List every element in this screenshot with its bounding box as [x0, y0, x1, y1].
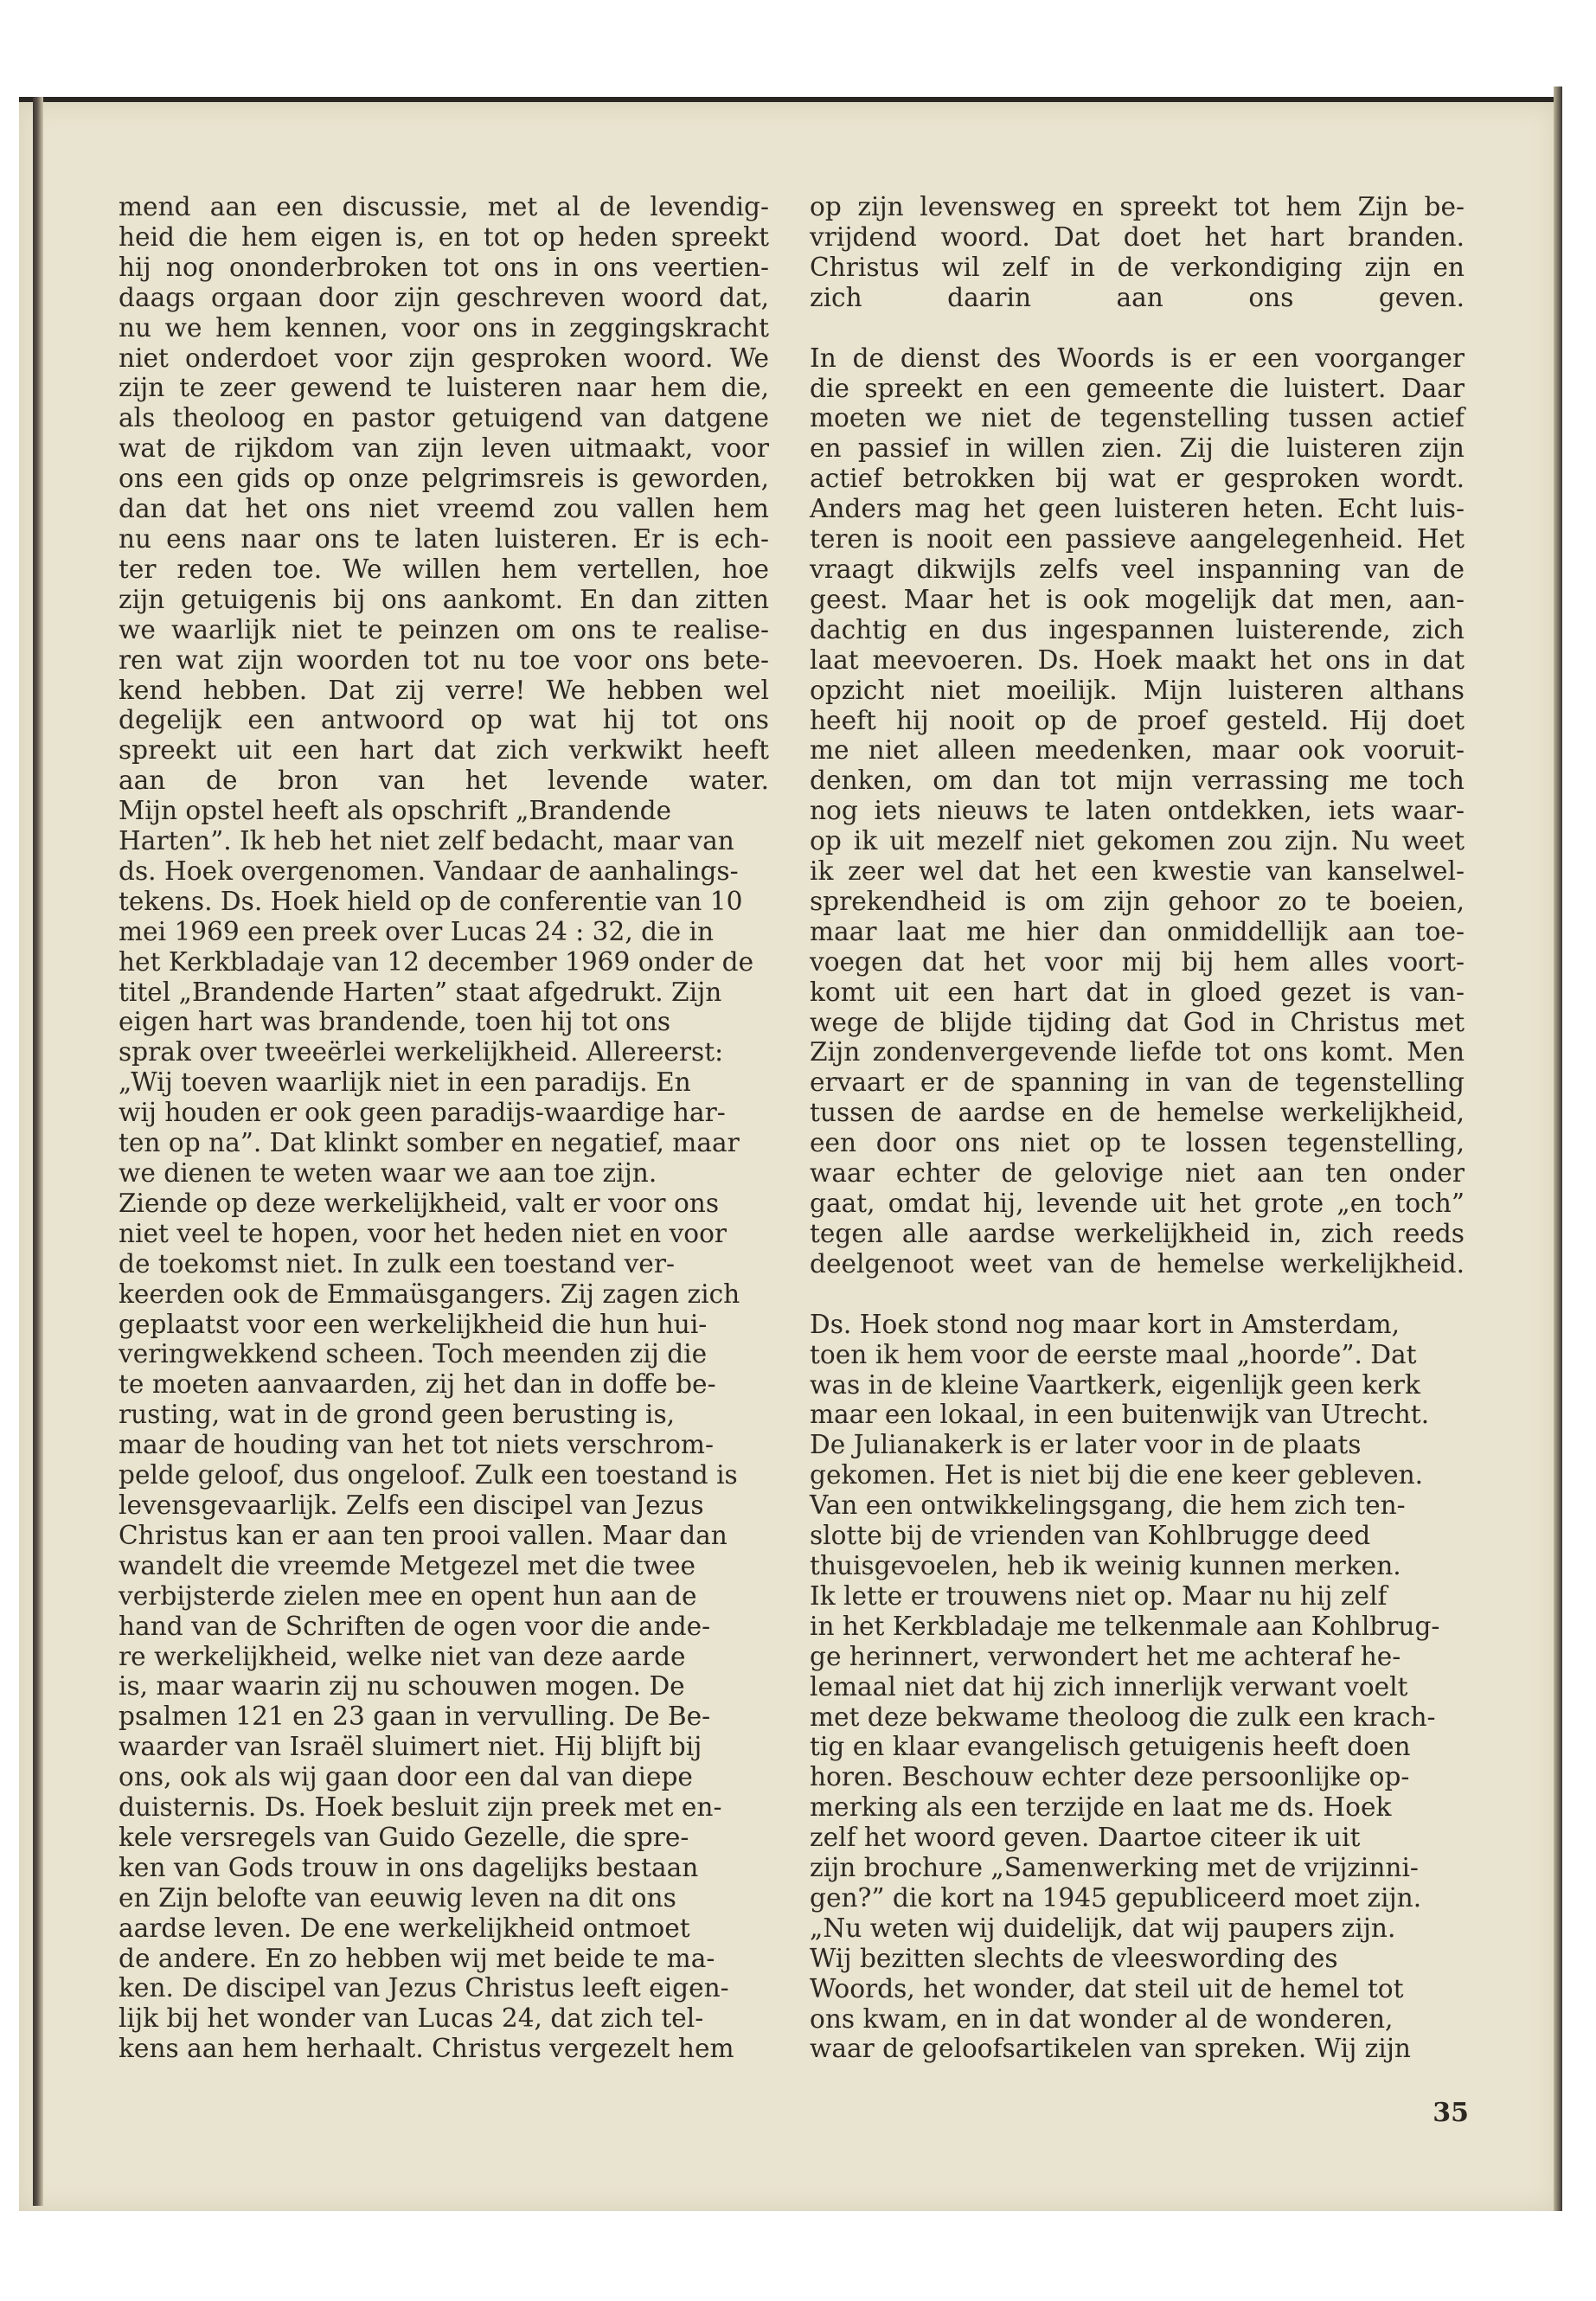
paragraph-right-1: op zijn levensweg en spreekt tot hem Zijn be- vrijdend woord. Dat doet het hart branden. Christus wil zelf in de verkondiging zijn en zich daarin aan ons geven.: [810, 192, 1465, 312]
paragraph-gap: [810, 1279, 1465, 1310]
page-top-margin: [0, 0, 1596, 97]
page-right-edge: [1554, 87, 1562, 2211]
paragraph-left-1: mend aan een discussie, met al de levendig- heid die hem eigen is, en tot op heden spreekt hij nog ononderbroken tot ons in ons veertien- daags orgaan door zijn geschreven woord dat, nu we hem kennen, voor ons in zeggingskracht niet onderdoet voor zijn gesproken woord. We zijn te zeer gewend te luisteren naar hem die, als theoloog en pastor getuigend van datgene wat de rijkdom van zijn leven uitmaakt, voor ons een gids op onze pelgrimsreis is geworden, dan dat het ons niet vreemd zou vallen hem nu eens naar ons te laten luisteren. Er is ech- ter reden toe. We willen hem vertellen, hoe zijn getuigenis bij ons aankomt. En dan zitten we waarlijk niet te peinzen om ons te realise- ren wat zijn woorden tot nu toe voor ons bete- kend hebben. Dat zij verre! We hebben wel degelijk een antwoord op wat hij tot ons spreekt uit een hart dat zich verkwikt heeft aan de bron van het levende water.: [119, 192, 769, 796]
paragraph-right-3: Ds. Hoek stond nog maar kort in Amsterdam, toen ik hem voor de eerste maal „hoorde”. Dat was in de kleine Vaartkerk, eigenlijk geen kerk maar een lokaal, in een buitenwijk van Utrecht. De Julianakerk is er later voor in de plaats gekomen. Het is niet bij die ene keer gebleven. Van een ontwikkelingsgang, die hem zich ten- slotte bij de vrienden van Kohlbrugge deed thuisgevoelen, heb ik weinig kunnen merken. Ik lette er trouwens niet op. Maar nu hij zelf in het Kerkbladaje me telkenmale aan Kohlbrug- ge herinnert, verwondert het me achteraf he- lemaal niet dat hij zich innerlijk verwant voelt met deze bekwame theoloog die zulk een krach- tig en klaar evangelisch getuigenis heeft doen horen. Beschouw echter deze persoonlijke op- merking als een terzijde en laat me ds. Hoek zelf het woord geven. Daartoe citeer ik uit zijn brochure „Samenwerking met de vrijzinni- gen?” die kort na 1945 gepubliceerd moet zijn. „Nu weten wij duidelijk, dat wij paupers zijn. Wij bezitten slechts de vleeswording des Woords, het wonder, dat steil uit de hemel tot ons kwam, en in dat wonder al de wonderen, waar de geloofsartikelen van spreken. Wij zijn: [810, 1309, 1440, 2064]
right-text-column: [810, 192, 1465, 2064]
paragraph-right-2: In de dienst des Woords is er een voorganger die spreekt en een gemeente die luistert. Daar moeten we niet de tegenstelling tussen actief en passief in willen zien. Zij die luisteren zijn actief betrokken bij wat er gesproken wordt. Anders mag het geen luisteren heten. Echt luis- teren is nooit een passieve aangelegenheid. Het vraagt dikwijls zelfs veel inspanning van de geest. Maar het is ook mogelijk dat men, aan- dachtig en dus ingespannen luisterende, zich laat meevoeren. Ds. Hoek maakt het ons in dat opzicht niet moeilijk. Mijn luisteren althans heeft hij nooit op de proef gesteld. Hij doet me niet alleen meedenken, maar ook vooruit- denken, om dan tot mijn verrassing me toch nog iets nieuws te laten ontdekken, iets waar- op ik uit mezelf niet gekomen zou zijn. Nu weet ik zeer wel dat het een kwestie van kanselwel- sprekendheid is om zijn gehoor zo te boeien, maar laat me hier dan onmiddellijk aan toe- voegen dat het voor mij bij hem alles voort- komt uit een hart dat in gloed gezet is van- wege de blijde tijding dat God in Christus met Zijn zondenvergevende liefde tot ons komt. Men ervaart er de spanning in van de tegenstelling tussen de aardse en de hemelse werkelijkheid, een door ons niet op te lossen tegenstelling, waar echter de gelovige niet aan ten onder gaat, omdat hij, levende uit het grote „en toch” tegen alle aardse werkelijkheid in, zich reeds deelgenoot weet van de hemelse werkelijkheid.: [810, 343, 1465, 1279]
binding-edge: [33, 97, 43, 2206]
paragraph-left-2: Mijn opstel heeft als opschrift „Brandende Harten”. Ik heb het niet zelf bedacht, maar van ds. Hoek overgenomen. Vandaar de aanhalings- tekens. Ds. Hoek hield op de conferentie van 10 mei 1969 een preek over Lucas 24 : 32, die in het Kerkbladaje van 12 december 1969 onder de titel „Brandende Harten” staat afgedrukt. Zijn eigen hart was brandende, toen hij tot ons sprak over tweeërlei werkelijkheid. Allereerst: „Wij toeven waarlijk niet in een paradijs. En wij houden er ook geen paradijs-waardige har- ten op na”. Dat klinkt somber en negatief, maar we dienen te weten waar we aan toe zijn. Ziende op deze werkelijkheid, valt er voor ons niet veel te hopen, voor het heden niet en voor de toekomst niet. In zulk een toestand ver- keerden ook de Emmaüsgangers. Zij zagen zich geplaatst voor een werkelijkheid die hun hui- veringwekkend scheen. Toch meenden zij die te moeten aanvaarden, zij het dan in doffe be- rusting, wat in de grond geen berusting is, maar de houding van het tot niets verschrom- pelde geloof, dus ongeloof. Zulk een toestand is levensgevaarlijk. Zelfs een discipel van Jezus Christus kan er aan ten prooi vallen. Maar dan wandelt die vreemde Metgezel met die twee verbijsterde zielen mee en opent hun aan de hand van de Schriften de ogen voor die ande- re werkelijkheid, welke niet van deze aarde is, maar waarin zij nu schouwen mogen. De psalmen 121 en 23 gaan in vervulling. De Be- waarder van Israël sluimert niet. Hij blijft bij ons, ook als wij gaan door een dal van diepe duisternis. Ds. Hoek besluit zijn preek met en- kele versregels van Guido Gezelle, die spre- ken van Gods trouw in ons dagelijks bestaan en Zijn belofte van eeuwig leven na dit ons aardse leven. De ene werkelijkheid ontmoet de andere. En zo hebben wij met beide te ma- ken. De discipel van Jezus Christus leeft eigen- lijk bij het wonder van Lucas 24, dat zich tel- kens aan hem herhaalt. Christus vergezelt hem: [119, 796, 754, 2064]
left-text-column: [119, 192, 769, 2064]
page-number: 35: [1433, 2098, 1469, 2128]
paragraph-gap: [810, 313, 1465, 343]
